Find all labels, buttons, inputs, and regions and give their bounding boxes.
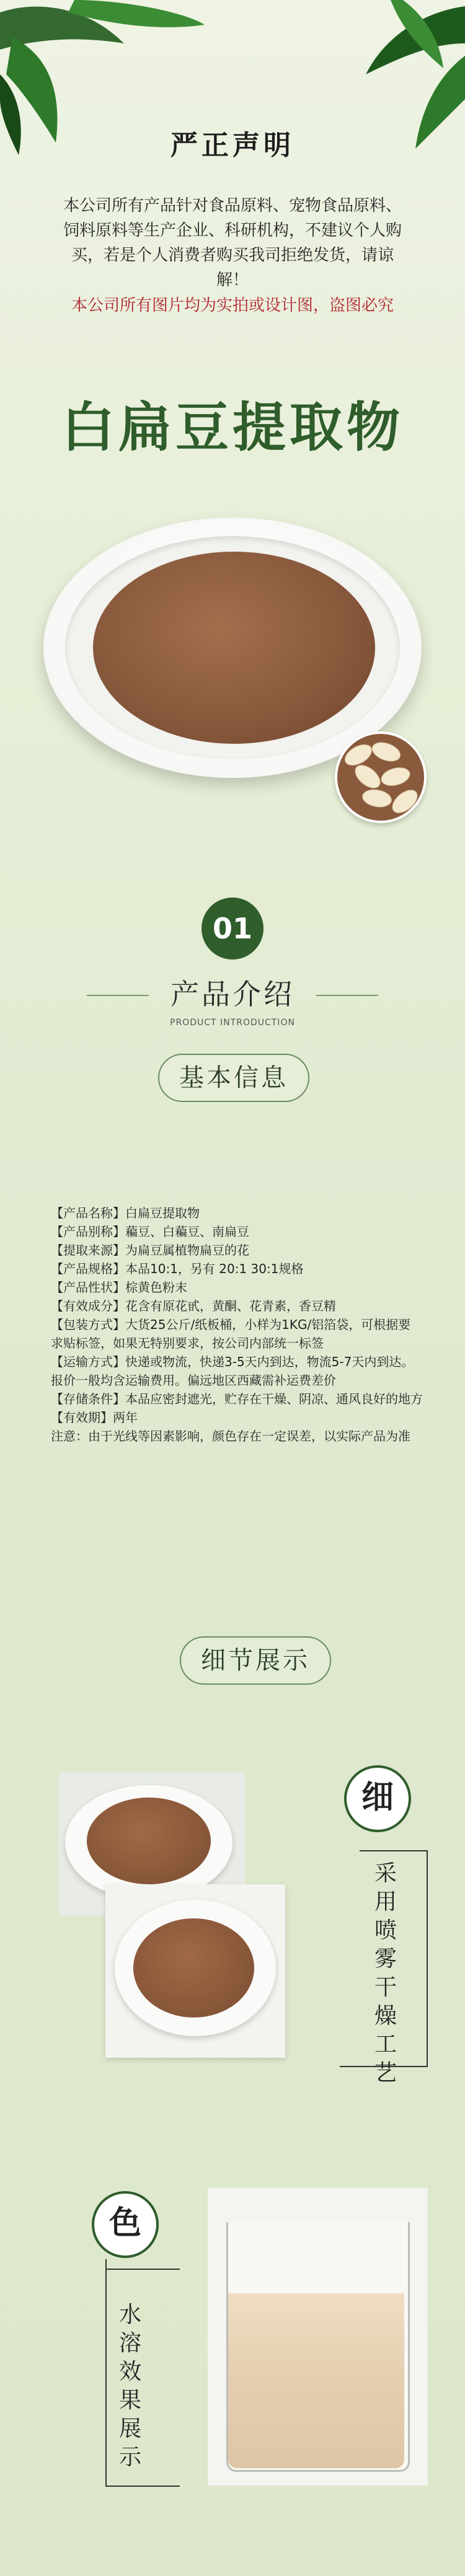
bracket-line <box>105 2259 107 2486</box>
powder-image <box>93 552 375 744</box>
statement-title: 严正声明 <box>170 130 294 161</box>
info-line: 注意：由于光线等因素影响，颜色存在一定误差，以实际产品为准 <box>51 1429 410 1444</box>
bracket-line <box>427 1850 428 2067</box>
info-line: 【提取来源】为扁豆属植物扁豆的花 <box>51 1243 249 1258</box>
detail-photo-2 <box>105 1884 285 2058</box>
color-caption-vertical: 水溶效果展示 <box>118 2302 141 2470</box>
statement-body: 本公司所有产品针对食品原料、宠物食品原料、饲料原料等生产企业、科研机构，不建议个人购买，若是个人消费者购买我司拒绝发货，请谅解！ <box>63 196 402 289</box>
bean-thumbnail <box>335 731 427 823</box>
info-line: 【运输方式】快递或物流，快递3-5天内到达，物流5-7天内到达。报价一般均含运输费用。偏远地区西藏需补运费差价 <box>51 1354 414 1388</box>
detail-char-badge: 细 <box>344 1765 411 1832</box>
color-char-badge: 色 <box>92 2191 159 2258</box>
info-line: 【有效期】两年 <box>51 1410 138 1425</box>
detail-display-pill: 细节展示 <box>180 1636 331 1685</box>
info-line: 【产品性状】棕黄色粉末 <box>51 1280 187 1295</box>
product-name: 白扁豆提取物 <box>61 397 404 459</box>
info-line: 【产品别称】藊豆、白藊豆、南扁豆 <box>51 1224 249 1239</box>
section-subtitle: PRODUCT INTRODUCTION <box>170 1018 295 1028</box>
beaker-glass <box>226 2222 410 2472</box>
bracket-line <box>105 2269 180 2270</box>
statement-warning: 本公司所有图片均为实拍或设计图，盗图必究 <box>71 296 394 315</box>
section-number-badge: 01 <box>202 898 264 959</box>
info-line: 【有效成分】花含有原花甙，黄酮、花青素，香豆精 <box>51 1299 336 1313</box>
bracket-line <box>105 2486 180 2487</box>
bracket-line <box>360 1850 428 1851</box>
section-title: 产品介绍 <box>170 977 294 1011</box>
info-line: 【产品规格】本品10:1，另有 20:1 30:1规格 <box>51 1261 304 1276</box>
info-line: 【产品名称】白扁豆提取物 <box>51 1206 200 1220</box>
info-line: 【包装方式】大货25公斤/纸板桶，小样为1KG/铝箔袋，可根据要求贴标签，如果无特别要求，按公司内部统一标签 <box>51 1317 411 1351</box>
detail-caption-vertical: 采用喷雾干燥工艺 <box>374 1861 397 2086</box>
product-info-list <box>51 1204 423 1445</box>
info-line: 【存储条件】本品应密封遮光，贮存在干燥、阴凉、通风良好的地方 <box>51 1392 423 1406</box>
basic-info-pill: 基本信息 <box>158 1054 309 1102</box>
